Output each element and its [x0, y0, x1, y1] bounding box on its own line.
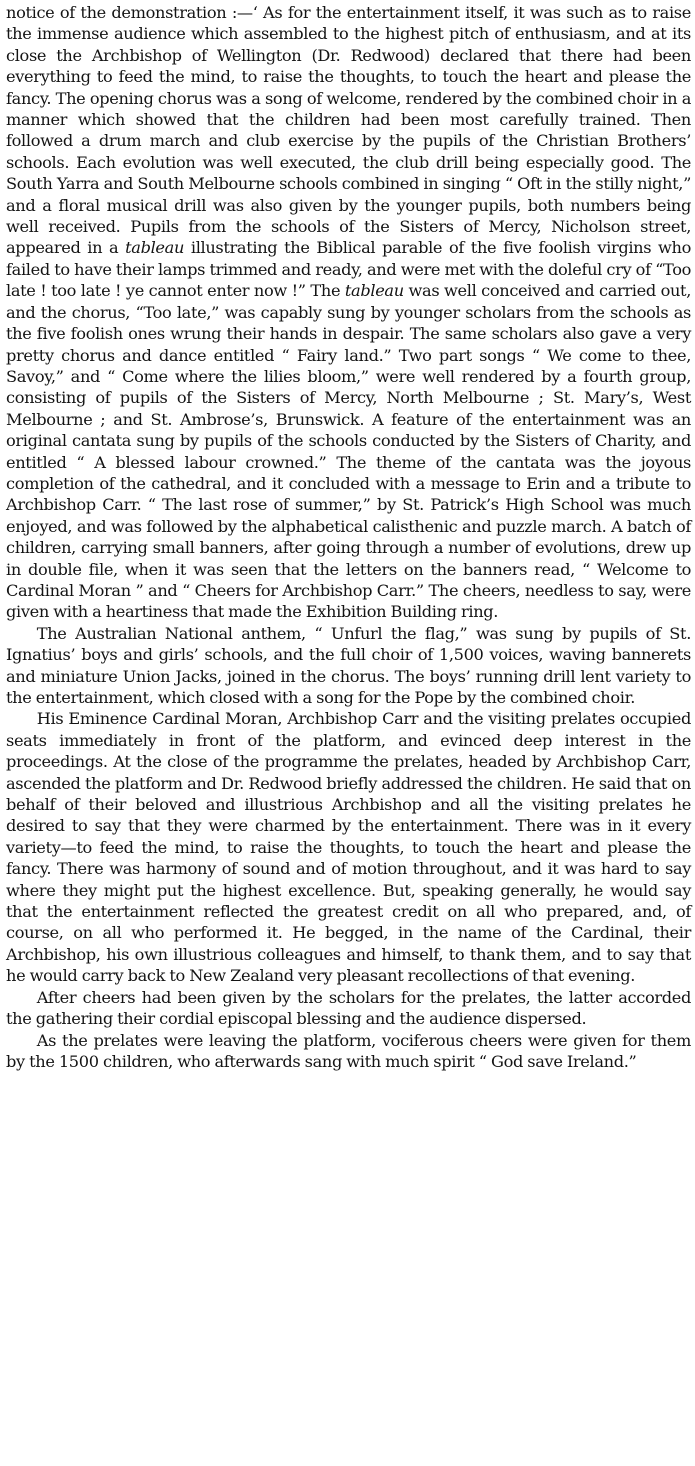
paragraph-1 [6, 2, 691, 623]
italic-word-tableau: tableau [344, 281, 404, 301]
article-column [6, 2, 691, 1072]
paragraph-text: As the prelates were leaving the platform, vociferous cheers were given for them by the 1500 children, who afterwards sang with much spirit “ God save Ireland.” [6, 1030, 691, 1071]
paragraph-text: notice of the demonstration :—‘ As for the entertainment itself, it was such as to raise the immense audience which assembled to the highest pitch of enthusiasm, and at its close the Archbishop of Wellington (Dr. Redwood) declared that there had been everything to feed the mind, to raise the thoughts, to touch the heart and please the fancy. The opening chorus was a song of welcome, rendered by the combined choir in a manner which showed that the children had been most carefully trained. Then followed a drum march and club exercise by the pupils of the Christian Brothers’ schools. Each evolution was well executed, the club drill being especially good. The South Yarra and South Melbourne schools combined in singing “ Oft in the stilly night,” and a floral musical drill was also given by the younger pupils, both numbers being well received. Pupils from the schools of the Sisters of Mercy, Nicholson street, appeared in a [6, 3, 691, 258]
paragraph-3 [6, 708, 691, 986]
paragraph-2 [6, 623, 691, 709]
italic-word-tableau: tableau [125, 238, 185, 258]
paragraph-text: The Australian National anthem, “ Unfurl the flag,” was sung by pupils of St. Ignatius’ boys and girls’ schools, and the full choir of 1,500 voices, waving bannerets and miniature Union Jacks, joined in the chorus. The boys’ running drill lent variety to the entertainment, which closed with a song for the Pope by the combined choir. [6, 623, 691, 707]
paragraph-text: was well conceived and carried out, and the chorus, “Too late,” was capably sung by younger scholars from the schools as the five foolish ones wrung their hands in despair. The same scholars also gave a very pretty chorus and dance entitled “ Fairy land.” Two part songs “ We come to thee, Savoy,” and “ Come where the lilies bloom,” were well rendered by a fourth group, consisting of pupils of the Sisters of Mercy, North Melbourne ; St. Mary’s, West Melbourne ; and St. Ambrose’s, Brunswick. A feature of the entertainment was an original cantata sung by pupils of the schools conducted by the Sisters of Charity, and entitled “ A blessed labour crowned.” The theme of the cantata was the joyous completion of the cathedral, and it concluded with a message to Erin and a tribute to Archbishop Carr. “ The last rose of summer,” by St. Patrick’s High School was much enjoyed, and was followed by the alphabetical calisthenic and puzzle march. A batch of children, carrying small banners, after going through a number of evolutions, drew up in double file, when it was seen that the letters on the banners read, “ Welcome to Cardinal Moran ” and “ Cheers for Archbishop Carr.” The cheers, needless to say, were given with a heartiness that made the Exhibition Building ring. [6, 281, 691, 622]
paragraph-text: After cheers had been given by the scholars for the prelates, the latter accorded the gathering their cordial episcopal blessing and the audience dispersed. [6, 987, 691, 1029]
paragraph-5 [6, 1030, 691, 1073]
paragraph-4 [6, 987, 691, 1030]
paragraph-text: illustrating the Biblical parable of the five foolish virgins who failed to have their lamps trimmed and ready, and were met with the doleful cry of “Too late ! too late ! ye cannot enter now !” The [6, 238, 691, 301]
paragraph-text: His Eminence Cardinal Moran, Archbishop Carr and the visiting prelates occupied seats immediately in front of the platform, and evinced deep interest in the proceedings. At the close of the programme the prelates, headed by Archbishop Carr, ascended the platform and Dr. Redwood briefly addressed the children. He said that on behalf of their beloved and illustrious Archbishop and all the visiting prelates he desired to say that they were charmed by the entertainment. There was in it every variety—to feed the mind, to raise the thoughts, to touch the heart and please the fancy. There was harmony of sound and of motion throughout, and it was hard to say where they might put the highest excellence. But, speaking generally, he would say that the entertainment reflected the greatest credit on all who prepared, and, of course, on all who performed it. He begged, in the name of the Cardinal, their Archbishop, his own illustrious colleagues and himself, to thank them, and to say that he would carry back to New Zealand very pleasant recollections of that evening. [6, 709, 691, 986]
